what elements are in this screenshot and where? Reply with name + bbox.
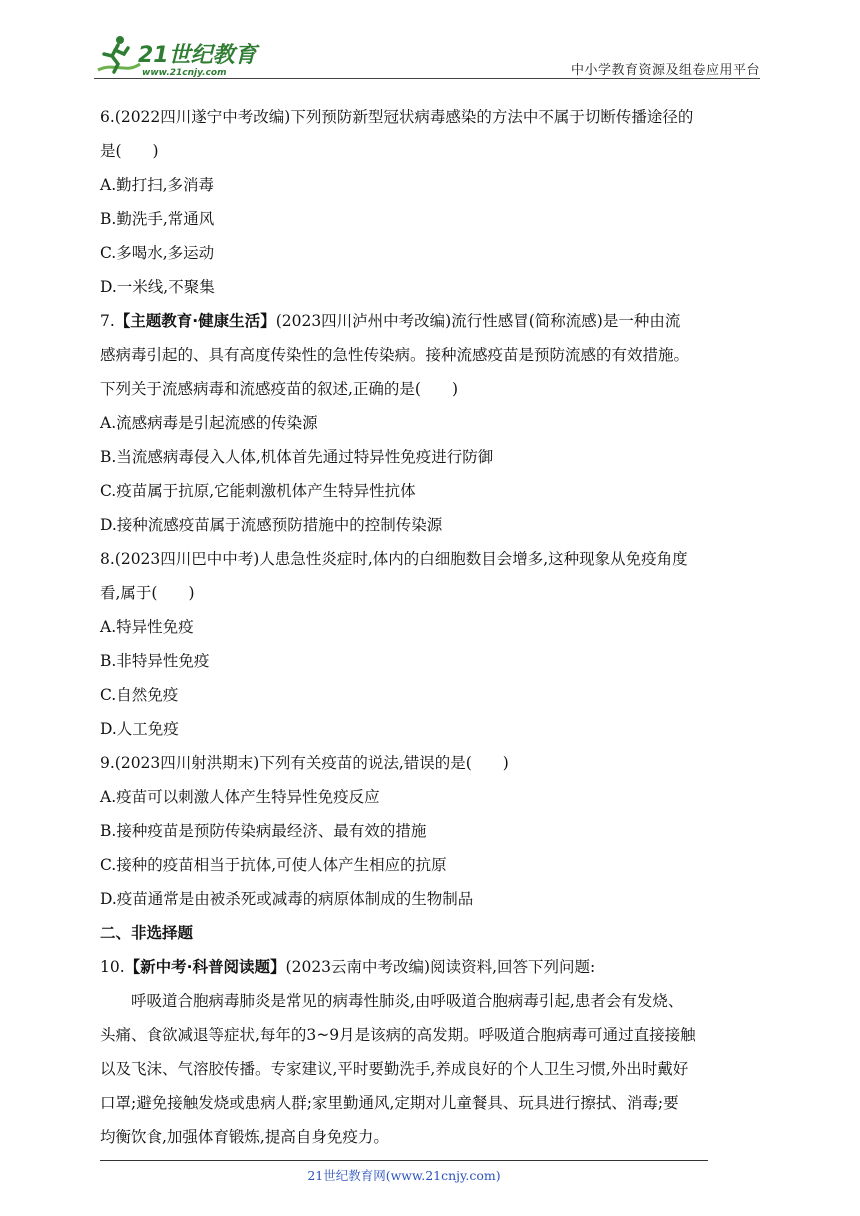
option-c: C.疫苗属于抗原,它能刺激机体产生特异性抗体	[100, 482, 416, 500]
reading-paragraph-line: 均衡饮食,加强体育锻炼,提高自身免疫力。	[100, 1128, 389, 1146]
question-stem-line: 8.(2023四川巴中中考)人患急性炎症时,体内的白细胞数目会增多,这种现象从免疫角度	[100, 550, 688, 568]
option-d: D.人工免疫	[100, 720, 179, 738]
topic-tag: 【主题教育·健康生活】	[114, 312, 276, 330]
option-a: A.特异性免疫	[100, 618, 194, 636]
option-c: C.自然免疫	[100, 686, 179, 704]
document-body	[100, 100, 764, 1154]
site-logo	[94, 34, 264, 78]
reading-paragraph-line: 以及飞沫、气溶胶传播。专家建议,平时要勤洗手,养成良好的个人卫生习惯,外出时戴好	[100, 1060, 689, 1078]
logo-url: www.21cnjy.com	[142, 68, 227, 78]
option-a: A.流感病毒是引起流感的传染源	[100, 414, 318, 432]
question-stem-text: (2023云南中考改编)阅读资料,回答下列问题:	[285, 958, 596, 976]
question-stem-line: 9.(2023四川射洪期末)下列有关疫苗的说法,错误的是( )	[100, 754, 509, 772]
question-stem-line: 6.(2022四川遂宁中考改编)下列预防新型冠状病毒感染的方法中不属于切断传播途径的	[100, 108, 694, 126]
question-7	[100, 304, 764, 542]
option-d: D.疫苗通常是由被杀死或减毒的病原体制成的生物制品	[100, 890, 474, 908]
question-stem-text: (2023四川泸州中考改编)流行性感冒(简称流感)是一种由流	[275, 312, 681, 330]
page-header	[94, 34, 760, 80]
header-divider	[94, 78, 760, 79]
option-a: A.勤打扫,多消毒	[100, 176, 215, 194]
topic-tag: 【新中考·科普阅读题】	[124, 958, 286, 976]
option-b: B.接种疫苗是预防传染病最经济、最有效的措施	[100, 822, 427, 840]
question-8	[100, 542, 764, 746]
section-title: 二、非选择题	[100, 924, 194, 942]
reading-paragraph-line: 头痛、食欲减退等症状,每年的3~9月是该病的高发期。呼吸道合胞病毒可通过直接接触	[100, 1026, 696, 1044]
logo-text: 21世纪教育	[138, 43, 257, 68]
option-c: C.接种的疫苗相当于抗体,可使人体产生相应的抗原	[100, 856, 447, 874]
option-d: D.一米线,不聚集	[100, 278, 215, 296]
question-stem-line: 看,属于( )	[100, 584, 195, 602]
option-b: B.非特异性免疫	[100, 652, 210, 670]
footer-divider	[100, 1160, 708, 1161]
question-stem-line: 是( )	[100, 142, 159, 160]
question-9	[100, 746, 764, 916]
option-b: B.勤洗手,常通风	[100, 210, 215, 228]
question-stem-line: 下列关于流感病毒和流感疫苗的叙述,正确的是( )	[100, 380, 459, 398]
question-stem-line	[100, 950, 764, 984]
question-10	[100, 950, 764, 1154]
question-6	[100, 100, 764, 304]
option-a: A.疫苗可以刺激人体产生特异性免疫反应	[100, 788, 380, 806]
footer-link[interactable]: 21世纪教育网(www.21cnjy.com)	[307, 1168, 501, 1183]
question-number: 7.	[100, 312, 115, 330]
question-number: 10.	[100, 958, 125, 976]
reading-paragraph-line: 呼吸道合胞病毒肺炎是常见的病毒性肺炎,由呼吸道合胞病毒引起,患者会有发烧、	[131, 992, 684, 1010]
runner-icon	[98, 36, 140, 72]
platform-title: 中小学教育资源及组卷应用平台	[570, 63, 760, 78]
reading-paragraph-line: 口罩;避免接触发烧或患病人群;家里勤通风,定期对儿童餐具、玩具进行擦拭、消毒;要	[100, 1094, 679, 1112]
question-stem-line	[100, 304, 764, 338]
option-d: D.接种流感疫苗属于流感预防措施中的控制传染源	[100, 516, 443, 534]
option-b: B.当流感病毒侵入人体,机体首先通过特异性免疫进行防御	[100, 448, 494, 466]
question-stem-line: 感病毒引起的、具有高度传染性的急性传染病。接种流感疫苗是预防流感的有效措施。	[100, 346, 690, 364]
option-c: C.多喝水,多运动	[100, 244, 215, 262]
